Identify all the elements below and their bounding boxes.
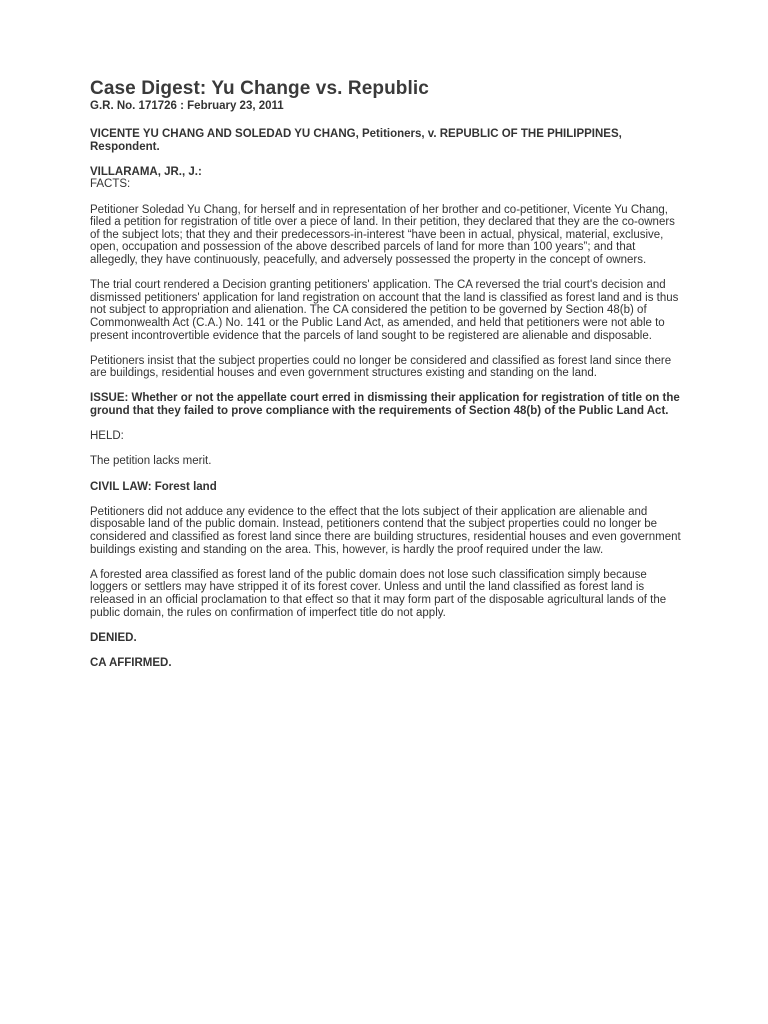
gr-number-line: G.R. No. 171726 : February 23, 2011 <box>90 100 284 112</box>
justice-facts-block <box>90 166 682 191</box>
facts-label: FACTS: <box>90 178 131 191</box>
document-title: Case Digest: Yu Change vs. Republic <box>90 78 429 99</box>
ca-affirmed-line: CA AFFIRMED. <box>90 656 172 669</box>
issue-paragraph: ISSUE: Whether or not the appellate court erred in dismissing their application for registration of title on the ground that they failed to prove compliance with the requirements of Section 48(b) of the Public Land Act. <box>90 392 680 418</box>
held-label: HELD: <box>90 430 124 443</box>
held-text: The petition lacks merit. <box>90 455 212 468</box>
facts-paragraph-1: Petitioner Soledad Yu Chang, for herself and in representation of her brother and co-petitioner, Vicente Yu Chang, filed a petition for registration of title over a piece of land. In their petition, they declared that they are the co-owners of the subject lots; that they and their predecessors-in-interest “have been in actual, physical, material, exclusive, open, occupation and possession of the above described parcels of land for more than 100 years”; and that allegedly, they have continuously, peacefully, and adversely possessed the property in the concept of owners. <box>90 203 675 266</box>
document-body <box>90 78 682 682</box>
ruling-paragraph-2: A forested area classified as forest land of the public domain does not lose such classification simply because loggers or settlers may have stripped it of its forest cover. Unless and until the land classified as forest land is released in an official proclamation to that effect so that it may form part of the disposable agricultural lands of the public domain, the rules on confirmation of imperfect title do not apply. <box>90 568 667 619</box>
facts-paragraph-2: The trial court rendered a Decision granting petitioners' application. The CA reversed the trial court's decision and dismissed petitioners' application for land registration on account that the land is classified as forest land and is thus not subject to appropriation and alienation. The CA considered the petition to be governed by Section 48(b) of Commonwealth Act (C.A.) No. 141 or the Public Land Act, as amended, and held that petitioners were not able to present incontrovertible evidence that the parcels of land sought to be registered are alienable and disposable. <box>90 279 679 342</box>
ponente-line: VILLARAMA, JR., J.: <box>90 165 202 178</box>
facts-paragraph-3: Petitioners insist that the subject properties could no longer be considered and classified as forest land since there are buildings, residential houses and even government structures existing and standing on the land. <box>90 354 672 380</box>
ruling-paragraph-1: Petitioners did not adduce any evidence to the effect that the lots subject of their application are alienable and disposable land of the public domain. Instead, petitioners contend that the subject properties could no longer be considered and classified as forest land since there are building structures, residential houses and even government buildings existing and standing on the area. This, however, is hardly the proof required under the law. <box>90 505 681 556</box>
civil-law-heading: CIVIL LAW: Forest land <box>90 480 217 493</box>
case-parties: VICENTE YU CHANG AND SOLEDAD YU CHANG, Petitioners, v. REPUBLIC OF THE PHILIPPINES, Respondent. <box>90 128 622 153</box>
denied-line: DENIED. <box>90 631 137 644</box>
